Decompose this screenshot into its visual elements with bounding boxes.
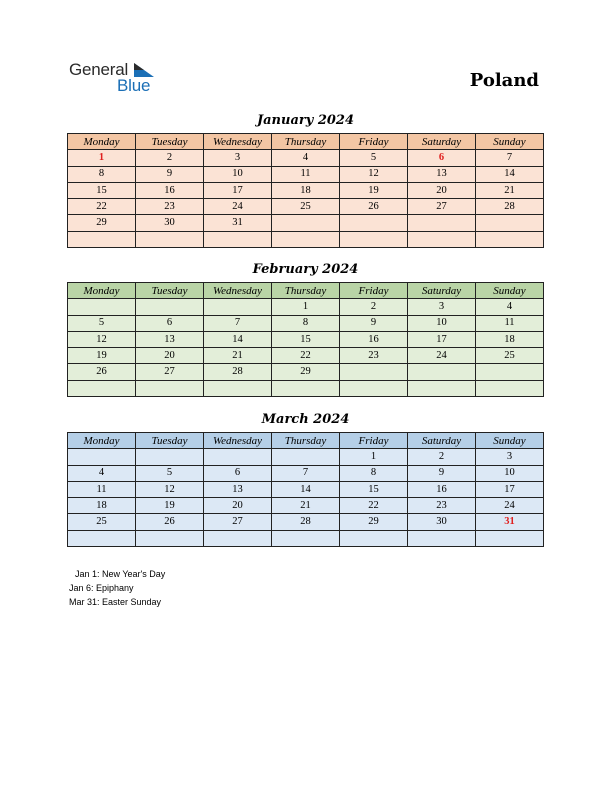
day-cell: 28	[476, 199, 544, 215]
day-cell	[476, 215, 544, 231]
day-cell: 9	[340, 315, 408, 331]
week-row	[68, 199, 544, 215]
day-cell: 28	[204, 364, 272, 380]
day-cell	[340, 231, 408, 247]
day-cell	[136, 299, 204, 315]
weekday-header: Sunday	[476, 433, 544, 449]
week-row	[68, 215, 544, 231]
weekday-header: Wednesday	[204, 433, 272, 449]
weekday-header: Thursday	[272, 134, 340, 150]
day-cell: 5	[340, 150, 408, 166]
week-row	[68, 348, 544, 364]
day-cell	[204, 449, 272, 465]
day-cell: 24	[204, 199, 272, 215]
week-row	[68, 364, 544, 380]
day-cell: 11	[68, 481, 136, 497]
day-cell: 24	[476, 498, 544, 514]
holiday-item: Jan 1: New Year's Day	[75, 569, 166, 579]
day-cell: 28	[272, 514, 340, 530]
day-cell	[408, 215, 476, 231]
day-cell	[272, 215, 340, 231]
day-cell: 9	[136, 166, 204, 182]
day-cell: 4	[68, 465, 136, 481]
day-cell: 19	[136, 498, 204, 514]
logo	[69, 60, 169, 96]
country-title: Poland	[469, 70, 539, 91]
weekday-header: Saturday	[408, 283, 476, 299]
day-cell: 22	[340, 498, 408, 514]
day-cell	[272, 530, 340, 546]
day-cell: 3	[408, 299, 476, 315]
week-row	[68, 231, 544, 247]
day-cell: 7	[476, 150, 544, 166]
day-cell: 2	[408, 449, 476, 465]
day-cell: 19	[68, 348, 136, 364]
day-cell: 18	[476, 331, 544, 347]
logo-text-general: General	[69, 60, 129, 79]
week-row	[68, 465, 544, 481]
day-cell: 16	[408, 481, 476, 497]
day-cell: 8	[68, 166, 136, 182]
logo-flag-icon	[134, 63, 154, 77]
weekday-header-row	[68, 134, 544, 150]
day-cell	[204, 299, 272, 315]
week-row	[68, 380, 544, 396]
day-cell: 6	[136, 315, 204, 331]
weekday-header: Friday	[340, 433, 408, 449]
day-cell: 22	[272, 348, 340, 364]
calendar-march	[67, 432, 544, 547]
day-cell: 12	[340, 166, 408, 182]
weekday-header: Monday	[68, 433, 136, 449]
weekday-header: Friday	[340, 134, 408, 150]
day-cell	[204, 530, 272, 546]
weekday-header: Saturday	[408, 134, 476, 150]
day-cell: 17	[204, 182, 272, 198]
weekday-header: Tuesday	[136, 283, 204, 299]
day-cell: 13	[408, 166, 476, 182]
calendar-january	[67, 133, 544, 248]
day-cell	[340, 380, 408, 396]
day-cell: 19	[340, 182, 408, 198]
weekday-header: Friday	[340, 283, 408, 299]
day-cell	[340, 530, 408, 546]
day-cell: 18	[272, 182, 340, 198]
day-cell	[68, 530, 136, 546]
day-cell: 10	[408, 315, 476, 331]
day-cell: 6	[204, 465, 272, 481]
day-cell: 21	[272, 498, 340, 514]
day-cell	[408, 231, 476, 247]
day-cell: 30	[408, 514, 476, 530]
day-cell: 24	[408, 348, 476, 364]
holiday-item: Mar 31: Easter Sunday	[69, 597, 162, 607]
weekday-header: Sunday	[476, 134, 544, 150]
day-cell: 26	[68, 364, 136, 380]
day-cell: 17	[476, 481, 544, 497]
day-cell: 16	[136, 182, 204, 198]
day-cell: 11	[476, 315, 544, 331]
day-cell: 9	[408, 465, 476, 481]
day-cell	[68, 449, 136, 465]
month-title-march: March 2024	[261, 412, 350, 427]
day-cell	[476, 231, 544, 247]
day-cell	[68, 380, 136, 396]
week-row	[68, 182, 544, 198]
day-cell: 22	[68, 199, 136, 215]
weekday-header: Wednesday	[204, 134, 272, 150]
day-cell	[272, 380, 340, 396]
weekday-header: Monday	[68, 283, 136, 299]
week-row	[68, 150, 544, 166]
day-cell: 10	[204, 166, 272, 182]
calendar-february	[67, 282, 544, 397]
day-cell: 7	[272, 465, 340, 481]
weekday-header: Saturday	[408, 433, 476, 449]
week-row	[68, 166, 544, 182]
day-cell: 23	[340, 348, 408, 364]
day-cell: 11	[272, 166, 340, 182]
day-cell	[136, 530, 204, 546]
weekday-header: Monday	[68, 134, 136, 150]
day-cell: 25	[476, 348, 544, 364]
weekday-header: Wednesday	[204, 283, 272, 299]
day-cell: 5	[136, 465, 204, 481]
day-cell: 8	[340, 465, 408, 481]
week-row	[68, 315, 544, 331]
day-cell: 7	[204, 315, 272, 331]
day-cell: 4	[272, 150, 340, 166]
week-row	[68, 498, 544, 514]
day-cell: 2	[340, 299, 408, 315]
day-cell: 23	[408, 498, 476, 514]
day-cell: 1	[340, 449, 408, 465]
day-cell	[136, 231, 204, 247]
day-cell	[136, 449, 204, 465]
day-cell	[340, 364, 408, 380]
day-cell: 13	[136, 331, 204, 347]
day-cell: 12	[136, 481, 204, 497]
holiday-item: Jan 6: Epiphany	[69, 583, 134, 593]
day-cell: 3	[476, 449, 544, 465]
day-cell: 3	[204, 150, 272, 166]
day-cell: 17	[408, 331, 476, 347]
logo-text-blue: Blue	[117, 76, 151, 95]
week-row	[68, 530, 544, 546]
day-cell: 4	[476, 299, 544, 315]
day-cell	[408, 364, 476, 380]
day-cell	[408, 380, 476, 396]
day-cell: 2	[136, 150, 204, 166]
day-cell: 26	[136, 514, 204, 530]
day-cell: 14	[476, 166, 544, 182]
month-title-january: January 2024	[256, 113, 354, 128]
day-cell	[476, 380, 544, 396]
day-cell: 27	[408, 199, 476, 215]
weekday-header: Tuesday	[136, 134, 204, 150]
day-cell	[272, 449, 340, 465]
day-cell: 31	[476, 514, 544, 530]
day-cell: 15	[340, 481, 408, 497]
day-cell: 18	[68, 498, 136, 514]
day-cell: 23	[136, 199, 204, 215]
week-row	[68, 449, 544, 465]
day-cell: 6	[408, 150, 476, 166]
day-cell: 27	[204, 514, 272, 530]
day-cell: 8	[272, 315, 340, 331]
day-cell: 25	[272, 199, 340, 215]
weekday-header: Tuesday	[136, 433, 204, 449]
day-cell	[68, 231, 136, 247]
day-cell: 13	[204, 481, 272, 497]
day-cell: 31	[204, 215, 272, 231]
day-cell: 27	[136, 364, 204, 380]
day-cell	[204, 231, 272, 247]
day-cell: 1	[68, 150, 136, 166]
day-cell	[476, 530, 544, 546]
day-cell: 29	[272, 364, 340, 380]
week-row	[68, 481, 544, 497]
day-cell	[340, 215, 408, 231]
day-cell: 5	[68, 315, 136, 331]
day-cell: 10	[476, 465, 544, 481]
day-cell: 21	[476, 182, 544, 198]
weekday-header: Thursday	[272, 433, 340, 449]
day-cell: 15	[272, 331, 340, 347]
day-cell	[476, 364, 544, 380]
day-cell: 16	[340, 331, 408, 347]
day-cell: 14	[272, 481, 340, 497]
weekday-header-row	[68, 433, 544, 449]
day-cell: 29	[68, 215, 136, 231]
week-row	[68, 331, 544, 347]
day-cell: 21	[204, 348, 272, 364]
day-cell	[68, 299, 136, 315]
day-cell: 26	[340, 199, 408, 215]
day-cell: 25	[68, 514, 136, 530]
month-title-february: February 2024	[252, 262, 359, 277]
day-cell	[272, 231, 340, 247]
week-row	[68, 514, 544, 530]
day-cell: 29	[340, 514, 408, 530]
day-cell: 15	[68, 182, 136, 198]
week-row	[68, 299, 544, 315]
weekday-header-row	[68, 283, 544, 299]
holiday-list	[69, 567, 165, 609]
day-cell: 1	[272, 299, 340, 315]
day-cell: 20	[204, 498, 272, 514]
day-cell: 20	[408, 182, 476, 198]
day-cell	[204, 380, 272, 396]
weekday-header: Sunday	[476, 283, 544, 299]
day-cell: 20	[136, 348, 204, 364]
day-cell: 14	[204, 331, 272, 347]
day-cell: 12	[68, 331, 136, 347]
day-cell	[408, 530, 476, 546]
weekday-header: Thursday	[272, 283, 340, 299]
day-cell: 30	[136, 215, 204, 231]
day-cell	[136, 380, 204, 396]
